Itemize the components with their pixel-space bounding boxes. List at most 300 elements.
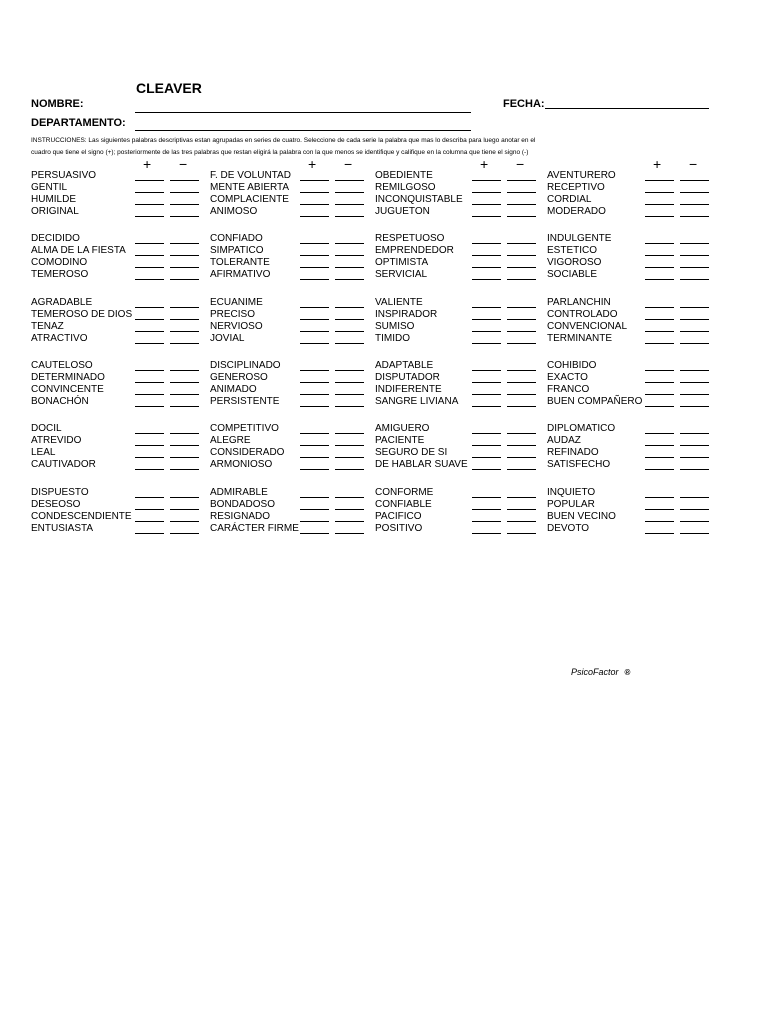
minus-answer-blank[interactable] <box>170 436 199 446</box>
plus-answer-blank[interactable] <box>645 207 674 217</box>
minus-answer-blank[interactable] <box>170 310 199 320</box>
minus-answer-blank[interactable] <box>507 310 536 320</box>
minus-answer-blank[interactable] <box>170 361 199 371</box>
plus-answer-blank[interactable] <box>472 424 501 434</box>
minus-answer-blank[interactable] <box>170 195 199 205</box>
minus-column-header: − <box>179 156 188 172</box>
plus-answer-blank[interactable] <box>645 171 674 181</box>
word-label: OPTIMISTA <box>375 257 429 268</box>
plus-answer-blank[interactable] <box>472 310 501 320</box>
minus-answer-blank[interactable] <box>680 424 709 434</box>
fecha-label: FECHA: <box>503 98 545 110</box>
instructions <box>31 135 651 159</box>
minus-answer-blank[interactable] <box>507 373 536 383</box>
minus-answer-blank[interactable] <box>335 183 364 193</box>
plus-answer-blank[interactable] <box>300 448 329 458</box>
minus-answer-blank[interactable] <box>507 171 536 181</box>
nombre-label: NOMBRE: <box>31 98 84 110</box>
word-label: GENEROSO <box>210 372 268 383</box>
plus-answer-blank[interactable] <box>645 322 674 332</box>
plus-answer-blank[interactable] <box>135 234 164 244</box>
plus-answer-blank[interactable] <box>472 334 501 344</box>
word-label: COMPLACIENTE <box>210 194 289 205</box>
minus-answer-blank[interactable] <box>507 436 536 446</box>
word-label: CAUTELOSO <box>31 360 93 371</box>
minus-answer-blank[interactable] <box>335 512 364 522</box>
minus-answer-blank[interactable] <box>335 322 364 332</box>
word-label: REMILGOSO <box>375 182 436 193</box>
minus-answer-blank[interactable] <box>335 207 364 217</box>
minus-answer-blank[interactable] <box>680 488 709 498</box>
plus-answer-blank[interactable] <box>472 500 501 510</box>
minus-answer-blank[interactable] <box>170 183 199 193</box>
plus-answer-blank[interactable] <box>645 183 674 193</box>
minus-answer-blank[interactable] <box>680 322 709 332</box>
word-label: CONDESCENDIENTE <box>31 511 132 522</box>
plus-answer-blank[interactable] <box>300 460 329 470</box>
minus-answer-blank[interactable] <box>507 512 536 522</box>
plus-answer-blank[interactable] <box>472 397 501 407</box>
plus-answer-blank[interactable] <box>645 310 674 320</box>
minus-answer-blank[interactable] <box>507 500 536 510</box>
word-label: DETERMINADO <box>31 372 105 383</box>
plus-answer-blank[interactable] <box>135 397 164 407</box>
footer-brand-name: PsicoFactor <box>571 667 619 677</box>
word-label: CONFORME <box>375 487 434 498</box>
word-label: POPULAR <box>547 499 595 510</box>
minus-answer-blank[interactable] <box>170 171 199 181</box>
minus-answer-blank[interactable] <box>680 397 709 407</box>
word-label: DISCIPLINADO <box>210 360 281 371</box>
plus-answer-blank[interactable] <box>135 258 164 268</box>
word-label: CONVENCIONAL <box>547 321 628 332</box>
minus-answer-blank[interactable] <box>335 424 364 434</box>
minus-answer-blank[interactable] <box>680 298 709 308</box>
plus-answer-blank[interactable] <box>472 448 501 458</box>
minus-answer-blank[interactable] <box>170 270 199 280</box>
minus-answer-blank[interactable] <box>170 373 199 383</box>
plus-answer-blank[interactable] <box>645 195 674 205</box>
minus-answer-blank[interactable] <box>335 270 364 280</box>
word-label: JOVIAL <box>210 333 245 344</box>
word-label: CONFIABLE <box>375 499 432 510</box>
plus-answer-blank[interactable] <box>300 270 329 280</box>
word-label: BONDADOSO <box>210 499 276 510</box>
minus-answer-blank[interactable] <box>507 258 536 268</box>
plus-answer-blank[interactable] <box>135 195 164 205</box>
word-label: TOLERANTE <box>210 257 270 268</box>
minus-answer-blank[interactable] <box>335 524 364 534</box>
minus-answer-blank[interactable] <box>680 460 709 470</box>
plus-answer-blank[interactable] <box>300 234 329 244</box>
word-label: CAUTIVADOR <box>31 459 96 470</box>
minus-answer-blank[interactable] <box>335 436 364 446</box>
word-label: REFINADO <box>547 447 599 458</box>
minus-answer-blank[interactable] <box>507 448 536 458</box>
word-label: TEMEROSO DE DIOS <box>31 309 133 320</box>
word-label: MODERADO <box>547 206 606 217</box>
minus-answer-blank[interactable] <box>507 334 536 344</box>
word-label: F. DE VOLUNTAD <box>210 170 291 181</box>
plus-answer-blank[interactable] <box>645 524 674 534</box>
plus-column-header: + <box>480 156 489 172</box>
word-label: ECUANIME <box>210 297 263 308</box>
plus-answer-blank[interactable] <box>300 334 329 344</box>
minus-answer-blank[interactable] <box>170 334 199 344</box>
minus-answer-blank[interactable] <box>680 361 709 371</box>
plus-answer-blank[interactable] <box>135 322 164 332</box>
minus-answer-blank[interactable] <box>680 171 709 181</box>
plus-answer-blank[interactable] <box>300 488 329 498</box>
plus-column-header: + <box>308 156 317 172</box>
plus-answer-blank[interactable] <box>300 183 329 193</box>
minus-answer-blank[interactable] <box>335 171 364 181</box>
minus-answer-blank[interactable] <box>170 524 199 534</box>
word-label: ALEGRE <box>210 435 251 446</box>
minus-answer-blank[interactable] <box>335 298 364 308</box>
plus-answer-blank[interactable] <box>645 298 674 308</box>
plus-answer-blank[interactable] <box>135 385 164 395</box>
word-label: LEAL <box>31 447 56 458</box>
plus-answer-blank[interactable] <box>472 512 501 522</box>
plus-answer-blank[interactable] <box>472 298 501 308</box>
plus-answer-blank[interactable] <box>300 258 329 268</box>
minus-answer-blank[interactable] <box>680 436 709 446</box>
minus-answer-blank[interactable] <box>170 488 199 498</box>
fecha-field[interactable] <box>545 108 709 109</box>
minus-answer-blank[interactable] <box>170 500 199 510</box>
word-label: RESIGNADO <box>210 511 271 522</box>
minus-answer-blank[interactable] <box>680 195 709 205</box>
plus-answer-blank[interactable] <box>300 361 329 371</box>
departamento-label: DEPARTAMENTO: <box>31 117 126 129</box>
minus-answer-blank[interactable] <box>170 234 199 244</box>
word-label: DIPLOMATICO <box>547 423 616 434</box>
plus-answer-blank[interactable] <box>135 246 164 256</box>
plus-answer-blank[interactable] <box>472 460 501 470</box>
plus-answer-blank[interactable] <box>300 436 329 446</box>
word-label: AGRADABLE <box>31 297 93 308</box>
plus-answer-blank[interactable] <box>645 373 674 383</box>
minus-column-header: − <box>516 156 525 172</box>
word-label: VALIENTE <box>375 297 423 308</box>
minus-answer-blank[interactable] <box>680 500 709 510</box>
word-label: ENTUSIASTA <box>31 523 94 534</box>
plus-answer-blank[interactable] <box>645 270 674 280</box>
plus-answer-blank[interactable] <box>645 500 674 510</box>
word-label: ATREVIDO <box>31 435 82 446</box>
word-label: CONTROLADO <box>547 309 618 320</box>
word-label: INDIFERENTE <box>375 384 442 395</box>
plus-answer-blank[interactable] <box>135 171 164 181</box>
minus-answer-blank[interactable] <box>680 334 709 344</box>
word-label: AUDAZ <box>547 435 581 446</box>
plus-answer-blank[interactable] <box>472 322 501 332</box>
word-label: BUEN COMPAÑERO <box>547 396 643 407</box>
plus-answer-blank[interactable] <box>645 334 674 344</box>
plus-answer-blank[interactable] <box>472 436 501 446</box>
word-label: SEGURO DE SI <box>375 447 448 458</box>
plus-answer-blank[interactable] <box>472 195 501 205</box>
minus-answer-blank[interactable] <box>507 361 536 371</box>
plus-answer-blank[interactable] <box>300 373 329 383</box>
word-label: TEMEROSO <box>31 269 89 280</box>
word-label: SATISFECHO <box>547 459 611 470</box>
word-label: SUMISO <box>375 321 415 332</box>
word-label: SERVICIAL <box>375 269 428 280</box>
plus-answer-blank[interactable] <box>135 298 164 308</box>
word-label: VIGOROSO <box>547 257 602 268</box>
word-label: RESPETUOSO <box>375 233 445 244</box>
departamento-field[interactable] <box>135 130 471 131</box>
word-label: DECIDIDO <box>31 233 80 244</box>
minus-answer-blank[interactable] <box>170 322 199 332</box>
plus-answer-blank[interactable] <box>135 310 164 320</box>
plus-column-header: + <box>143 156 152 172</box>
minus-answer-blank[interactable] <box>170 397 199 407</box>
minus-answer-blank[interactable] <box>335 234 364 244</box>
plus-answer-blank[interactable] <box>472 488 501 498</box>
minus-answer-blank[interactable] <box>507 397 536 407</box>
registered-mark-icon: ® <box>624 668 631 677</box>
minus-answer-blank[interactable] <box>680 373 709 383</box>
word-label: ESTETICO <box>547 245 598 256</box>
word-label: CONSIDERADO <box>210 447 285 458</box>
plus-answer-blank[interactable] <box>135 361 164 371</box>
footer-brand <box>571 667 630 677</box>
minus-answer-blank[interactable] <box>680 234 709 244</box>
plus-answer-blank[interactable] <box>472 207 501 217</box>
word-label: DESEOSO <box>31 499 81 510</box>
minus-answer-blank[interactable] <box>680 183 709 193</box>
plus-answer-blank[interactable] <box>472 361 501 371</box>
word-label: ADMIRABLE <box>210 487 268 498</box>
plus-answer-blank[interactable] <box>645 246 674 256</box>
word-label: MENTE ABIERTA <box>210 182 290 193</box>
word-label: HUMILDE <box>31 194 77 205</box>
plus-answer-blank[interactable] <box>300 171 329 181</box>
minus-column-header: − <box>689 156 698 172</box>
instructions-line-1: INSTRUCCIONES: Las siguientes palabras descriptivas estan agrupadas en series de cuatro. Seleccione de cada serie la palabra que mas lo describa para luego anotar en el <box>31 137 536 144</box>
word-label: TERMINANTE <box>547 333 612 344</box>
word-label: PACIENTE <box>375 435 425 446</box>
plus-answer-blank[interactable] <box>645 436 674 446</box>
minus-answer-blank[interactable] <box>170 460 199 470</box>
plus-answer-blank[interactable] <box>645 234 674 244</box>
word-label: DOCIL <box>31 423 62 434</box>
plus-answer-blank[interactable] <box>300 397 329 407</box>
word-label: CONVINCENTE <box>31 384 104 395</box>
minus-answer-blank[interactable] <box>335 460 364 470</box>
minus-answer-blank[interactable] <box>335 385 364 395</box>
minus-answer-blank[interactable] <box>680 448 709 458</box>
word-label: RECEPTIVO <box>547 182 605 193</box>
word-label: ALMA DE LA FIESTA <box>31 245 126 256</box>
page-title: CLEAVER <box>136 80 202 96</box>
plus-answer-blank[interactable] <box>135 512 164 522</box>
word-label: GENTIL <box>31 182 68 193</box>
plus-answer-blank[interactable] <box>472 385 501 395</box>
word-label: DEVOTO <box>547 523 590 534</box>
minus-answer-blank[interactable] <box>170 385 199 395</box>
word-label: BUEN VECINO <box>547 511 616 522</box>
plus-answer-blank[interactable] <box>472 246 501 256</box>
plus-answer-blank[interactable] <box>300 207 329 217</box>
plus-column-header: + <box>653 156 662 172</box>
plus-answer-blank[interactable] <box>300 298 329 308</box>
word-label: ATRACTIVO <box>31 333 88 344</box>
word-label: PRECISO <box>210 309 256 320</box>
minus-answer-blank[interactable] <box>680 246 709 256</box>
plus-answer-blank[interactable] <box>135 524 164 534</box>
word-label: PACIFICO <box>375 511 422 522</box>
word-label: ANIMADO <box>210 384 257 395</box>
plus-answer-blank[interactable] <box>472 524 501 534</box>
plus-answer-blank[interactable] <box>135 448 164 458</box>
word-label: INDULGENTE <box>547 233 612 244</box>
word-label: SANGRE LIVIANA <box>375 396 459 407</box>
word-label: NERVIOSO <box>210 321 263 332</box>
plus-answer-blank[interactable] <box>645 361 674 371</box>
word-label: CORDIAL <box>547 194 592 205</box>
plus-answer-blank[interactable] <box>300 424 329 434</box>
word-label: POSITIVO <box>375 523 423 534</box>
minus-answer-blank[interactable] <box>507 234 536 244</box>
minus-answer-blank[interactable] <box>170 207 199 217</box>
minus-answer-blank[interactable] <box>335 258 364 268</box>
word-label: AVENTURERO <box>547 170 616 181</box>
plus-answer-blank[interactable] <box>645 424 674 434</box>
plus-answer-blank[interactable] <box>645 385 674 395</box>
minus-answer-blank[interactable] <box>507 207 536 217</box>
plus-answer-blank[interactable] <box>300 500 329 510</box>
minus-answer-blank[interactable] <box>507 488 536 498</box>
minus-answer-blank[interactable] <box>680 385 709 395</box>
plus-answer-blank[interactable] <box>135 500 164 510</box>
plus-answer-blank[interactable] <box>300 385 329 395</box>
minus-answer-blank[interactable] <box>335 361 364 371</box>
minus-answer-blank[interactable] <box>507 385 536 395</box>
word-label: DISPUTADOR <box>375 372 440 383</box>
minus-answer-blank[interactable] <box>335 500 364 510</box>
minus-answer-blank[interactable] <box>335 334 364 344</box>
minus-answer-blank[interactable] <box>335 310 364 320</box>
plus-answer-blank[interactable] <box>135 270 164 280</box>
word-label: COMPETITIVO <box>210 423 279 434</box>
plus-answer-blank[interactable] <box>645 397 674 407</box>
minus-answer-blank[interactable] <box>170 246 199 256</box>
plus-answer-blank[interactable] <box>135 488 164 498</box>
word-label: TENAZ <box>31 321 64 332</box>
minus-column-header: − <box>344 156 353 172</box>
minus-answer-blank[interactable] <box>507 298 536 308</box>
word-label: INQUIETO <box>547 487 596 498</box>
plus-answer-blank[interactable] <box>300 322 329 332</box>
minus-answer-blank[interactable] <box>680 310 709 320</box>
minus-answer-blank[interactable] <box>335 397 364 407</box>
nombre-field[interactable] <box>135 112 471 113</box>
plus-answer-blank[interactable] <box>472 234 501 244</box>
word-label: SIMPATICO <box>210 245 264 256</box>
minus-answer-blank[interactable] <box>170 298 199 308</box>
plus-answer-blank[interactable] <box>300 512 329 522</box>
minus-answer-blank[interactable] <box>680 512 709 522</box>
word-label: CONFIADO <box>210 233 263 244</box>
minus-answer-blank[interactable] <box>507 322 536 332</box>
plus-answer-blank[interactable] <box>472 171 501 181</box>
word-label: PERSISTENTE <box>210 396 280 407</box>
minus-answer-blank[interactable] <box>170 258 199 268</box>
minus-answer-blank[interactable] <box>680 524 709 534</box>
minus-answer-blank[interactable] <box>335 246 364 256</box>
minus-answer-blank[interactable] <box>170 448 199 458</box>
instructions-line-2: cuadro que tiene el signo (+); posteriormente de las tres palabras que restan eligirá la palabra con la que menos se identifique y califique en la columna que tiene el signo (-) <box>31 149 529 156</box>
word-label: AMIGUERO <box>375 423 430 434</box>
minus-answer-blank[interactable] <box>680 258 709 268</box>
plus-answer-blank[interactable] <box>472 258 501 268</box>
word-label: DE HABLAR SUAVE <box>375 459 468 470</box>
word-label: ANIMOSO <box>210 206 258 217</box>
minus-answer-blank[interactable] <box>507 524 536 534</box>
minus-answer-blank[interactable] <box>335 448 364 458</box>
minus-answer-blank[interactable] <box>680 207 709 217</box>
word-label: SOCIABLE <box>547 269 598 280</box>
word-label: EMPRENDEDOR <box>375 245 454 256</box>
plus-answer-blank[interactable] <box>472 183 501 193</box>
plus-answer-blank[interactable] <box>135 460 164 470</box>
plus-answer-blank[interactable] <box>300 310 329 320</box>
minus-answer-blank[interactable] <box>170 424 199 434</box>
plus-answer-blank[interactable] <box>135 183 164 193</box>
word-label: JUGUETON <box>375 206 430 217</box>
plus-answer-blank[interactable] <box>300 246 329 256</box>
plus-answer-blank[interactable] <box>135 207 164 217</box>
word-label: PARLANCHIN <box>547 297 611 308</box>
word-label: COHIBIDO <box>547 360 597 371</box>
minus-answer-blank[interactable] <box>170 512 199 522</box>
plus-answer-blank[interactable] <box>135 424 164 434</box>
minus-answer-blank[interactable] <box>507 246 536 256</box>
word-label: CARÁCTER FIRME <box>210 523 299 534</box>
plus-answer-blank[interactable] <box>645 512 674 522</box>
plus-answer-blank[interactable] <box>645 448 674 458</box>
plus-answer-blank[interactable] <box>645 460 674 470</box>
minus-answer-blank[interactable] <box>335 373 364 383</box>
minus-answer-blank[interactable] <box>335 195 364 205</box>
plus-answer-blank[interactable] <box>135 373 164 383</box>
minus-answer-blank[interactable] <box>507 270 536 280</box>
plus-answer-blank[interactable] <box>472 270 501 280</box>
minus-answer-blank[interactable] <box>507 424 536 434</box>
plus-answer-blank[interactable] <box>300 524 329 534</box>
word-label: OBEDIENTE <box>375 170 433 181</box>
plus-answer-blank[interactable] <box>645 258 674 268</box>
minus-answer-blank[interactable] <box>335 488 364 498</box>
word-label: PERSUASIVO <box>31 170 97 181</box>
plus-answer-blank[interactable] <box>472 373 501 383</box>
plus-answer-blank[interactable] <box>135 334 164 344</box>
minus-answer-blank[interactable] <box>507 183 536 193</box>
minus-answer-blank[interactable] <box>507 195 536 205</box>
plus-answer-blank[interactable] <box>300 195 329 205</box>
plus-answer-blank[interactable] <box>135 436 164 446</box>
word-label: INCONQUISTABLE <box>375 194 463 205</box>
word-label: INSPIRADOR <box>375 309 438 320</box>
plus-answer-blank[interactable] <box>645 488 674 498</box>
minus-answer-blank[interactable] <box>680 270 709 280</box>
word-label: ARMONIOSO <box>210 459 273 470</box>
minus-answer-blank[interactable] <box>507 460 536 470</box>
